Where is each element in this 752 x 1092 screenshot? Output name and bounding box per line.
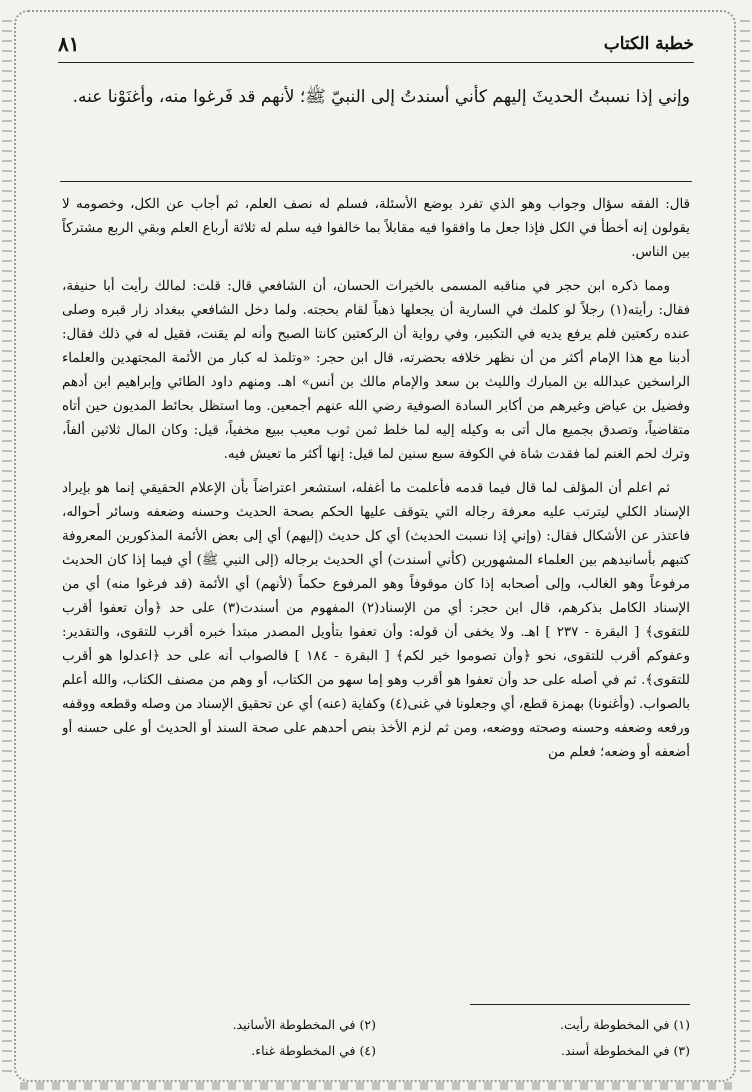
- bottom-border-ornament: [20, 1082, 732, 1090]
- text-separator: [60, 181, 692, 182]
- footnote-rule: [470, 1004, 690, 1005]
- commentary-paragraph-2: ومما ذكره ابن حجر في مناقبه المسمى بالخيرات الحسان، أن الشافعي قال: قلت: لمالك رأيت أبا حنيفة، فقال: رأيته(١) رجلاً لو كلمك في السارية أن يجعلها ذهباً لقام بحجته. ولما دخل الشافعي ببغداد زار قبره وصلى عنده ركعتين فلم يرفع يديه في التكبير، وفي رواية أن الركعتين كانتا الصبح وأنه لم يقنت، فقيل له في ذلك فقال: أدبنا مع هذا الإمام أكثر من أن نظهر خلافه بحضرته، قال ابن حجر: «وتلمذ له كبار من الأئمة المجتهدين والعلماء الراسخين عبدالله بن المبارك والليث بن سعد والإمام مالك بن أنس» اهـ. ومنهم داود الطائي وإبراهيم ابن أدهم وفضيل بن عياض وغيرهم من أكابر السادة الصوفية رضي الله عنهم أجمعين. وما استظل بحائط المديون حين أتاه متقاضياً، وتصدق بجميع مال أتى به وكيله إليه لما خلط ثمن ثوب معيب ببيع مخفياً، قيل: وكان المال ثلاثين ألفاً، وترك لحم الغنم لما فقدت شاة في الكوفة سبع سنين لما قيل: إنها أكثر ما تعيش فيه.: [62, 279, 690, 462]
- matn-paragraph: وإني إذا نسبتُ الحديثَ إليهم كأني أسندتُ إلى النبيّ ﷺ؛ لأنهم قد فَرغوا منه، وأغنَوْنا عنه.: [72, 87, 690, 107]
- footnote-4: (٤) في المخطوطة غناء.: [251, 1043, 376, 1058]
- footnote-1: (١) في المخطوطة رأيت.: [560, 1017, 690, 1032]
- commentary-paragraph-1: قال: الفقه سؤال وجواب وهو الذي تفرد بوضع الأسئلة، فسلم له نصف العلم، ثم أجاب عن الكل، وخصومه لا يقولون إنه أخطأ في الكل فإذا جعل ما وافقوا فيه مقابلاً بما خالفوا فيه سلم له ثلاثة أرباع العلم وبقي الربع مشتركاً بين الناس.: [62, 197, 690, 260]
- left-border-ornament: [2, 20, 12, 1072]
- chapter-title: خطبة الكتاب: [603, 34, 694, 54]
- commentary: [62, 193, 690, 983]
- right-border-ornament: [740, 20, 750, 1072]
- page-header: [58, 32, 694, 63]
- commentary-paragraph-3: ثم اعلم أن المؤلف لما قال فيما قدمه فأعلمت ما أغفله، استشعر اعتراضاً بأن الإعلام الحقيقي إنما هو بإيراد الإسناد الكلي ليترتب عليه معرفة رجاله التي يتوقف عليها الحكم بصحة الحديث وحسنه وضعفه وسائر أحواله، فاعتذر عن الأشكال فقال: (وإني إذا نسبت الحديث) أي كل حديث (إليهم) أي إلى بعض الأئمة المذكورين المعروفة كتبهم بأسانيدهم بين العلماء المشهورين (كأني أسندت) أي الحديث برجاله (إلى النبي ﷺ) أي فيما إذا كان الحديث مرفوعاً وهو الغالب، وإلى أصحابه إذا كان موقوفاً وهو المرفوع حكماً (لأنهم) أي الأئمة (قد فرغوا منه) أي من الإسناد الكامل بذكرهم، قال ابن حجر: أي من الإسناد(٢) المفهوم من أسندت(٣) على حد ﴿وأن تعفوا أقرب للتقوى﴾ [ البقرة - ٢٣٧ ] اهـ. ولا يخفى أن قوله: وأن تعفوا بتأويل المصدر مبتدأ خبره أقرب للتقوى، والتقدير: وعفوكم أقرب للتقوى، نحو ﴿وأن تصوموا خير لكم﴾ [ البقرة - ١٨٤ ] فالصواب أنه على حد ﴿اعدلوا هو أقرب للتقوى﴾. ثم في أصله على حد وأن تعفوا هو أقرب وهو إما سهو من الكتاب، أو وهم من مصنف الكتاب، والله أعلم بالصواب. (وأغنونا) بهمزة قطع، أي وجعلونا في غنى(٤) وكفاية (عنه) أي عن تحقيق الإسناد من وصله وقطعه ووقفه ورفعه وضعفه وحسنه وصحته ووضعه، ومن ثم لزم الأخذ بنص أحدهم على صحة السند أو الحديث أو على حسنه أو أضعفه أو وضعه؛ فعلم من: [62, 481, 690, 760]
- main-text: [62, 80, 690, 114]
- footnote-3: (٣) في المخطوطة أسند.: [561, 1043, 690, 1058]
- footnote-2: (٢) في المخطوطة الأسانيد.: [232, 1017, 376, 1032]
- page-number: ٨١: [58, 32, 80, 56]
- footnotes: [62, 1014, 690, 1062]
